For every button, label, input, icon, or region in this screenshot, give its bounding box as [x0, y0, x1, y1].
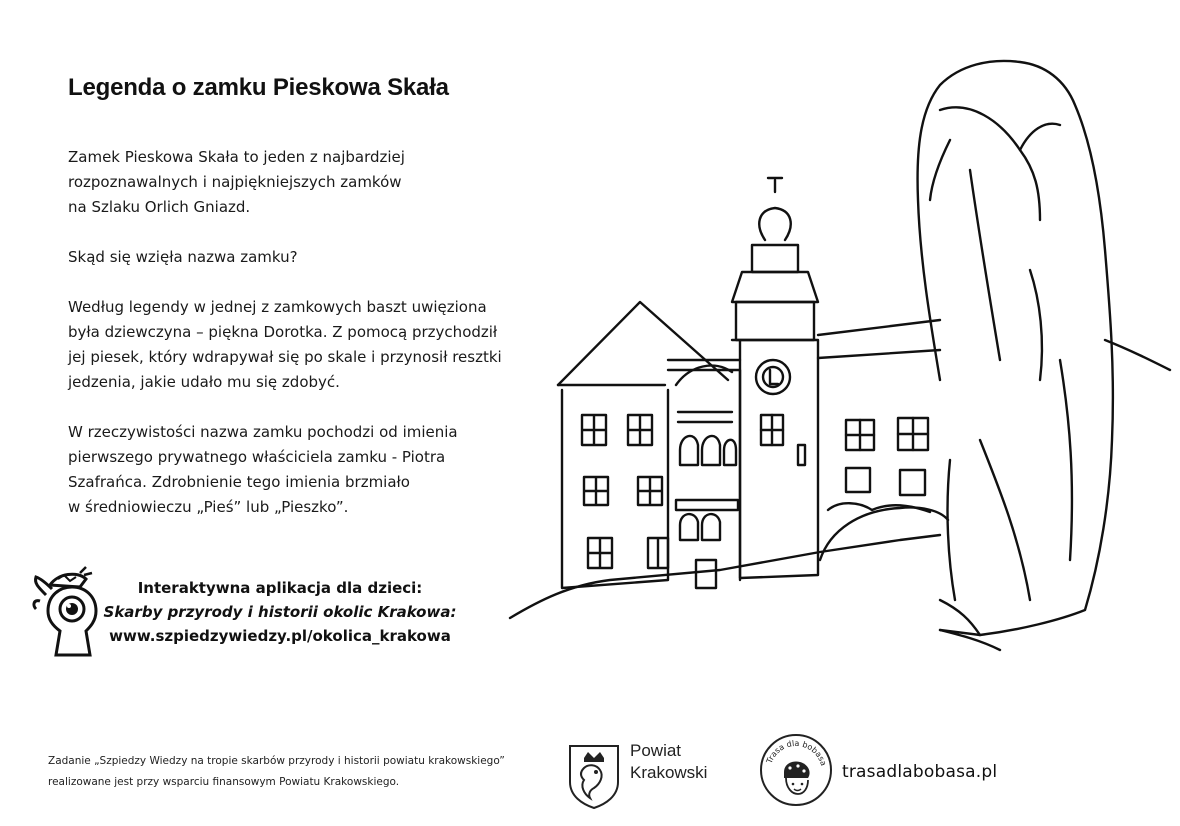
- history-paragraph: W rzeczywistości nazwa zamku pochodzi od imienia pierwszego prywatnego właściciela zamku - Piotra Szafrańca. Zdrobnienie tego imienia brzmiało w średniowieczu „Pieś” lub „Pieszko”.: [68, 423, 458, 516]
- website-link[interactable]: trasadlabobasa.pl: [842, 762, 998, 782]
- powiat-crest-icon: [566, 742, 622, 810]
- powiat-line-1: Powiat: [630, 741, 682, 760]
- badge-arc-text: Trasa dla bobasa: [764, 738, 829, 767]
- intro-paragraph: Zamek Pieskowa Skała to jeden z najbardziej rozpoznawalnych i najpiękniejszych zamków na Szlaku Orlich Gniazd.: [68, 148, 405, 216]
- story-text: [68, 145, 538, 545]
- spy-mascot-icon: [28, 565, 108, 665]
- powiat-logo-text: [630, 740, 707, 784]
- app-promo: [100, 576, 460, 648]
- powiat-line-2: Krakowski: [630, 763, 708, 782]
- castle-illustration: [500, 40, 1180, 660]
- app-line-2: Skarby przyrody i historii okolic Krakowa:: [103, 603, 457, 621]
- question-paragraph: Skąd się wzięła nazwa zamku?: [68, 248, 298, 266]
- legend-paragraph: Według legendy w jednej z zamkowych baszt uwięziona była dziewczyna – piękna Dorotka. Z pomocą przychodził jej piesek, który wdrapywał się po skale i przynosił resztki jedzenia, jakie udało mu się zdobyć.: [68, 298, 502, 391]
- trasa-dla-bobasa-logo: [758, 732, 834, 808]
- app-url-link[interactable]: www.szpiedzywiedzy.pl/okolica_krakowa: [109, 627, 451, 645]
- page-title: Legenda o zamku Pieskowa Skała: [68, 74, 449, 101]
- app-line-1: Interaktywna aplikacja dla dzieci:: [137, 579, 423, 597]
- funding-note: Zadanie „Szpiedzy Wiedzy na tropie skarbów przyrody i historii powiatu krakowskiego” realizowane jest przy wsparciu finansowym Powiatu Krakowskiego.: [48, 755, 505, 788]
